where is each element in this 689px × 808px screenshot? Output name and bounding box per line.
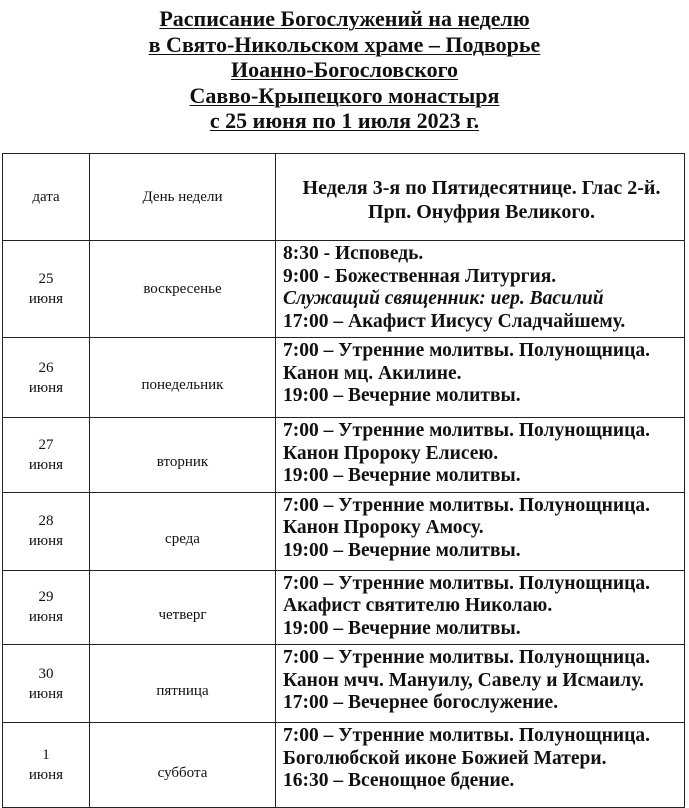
event-line: Служащий священник: иер. Василий [283,288,604,309]
date-month: июня [28,685,64,702]
events-cell [276,338,685,418]
event-line: 17:00 – Акафист Иисусу Сладчайшему. [283,310,626,332]
date-day: 26 [38,359,54,376]
header-date: дата [3,154,90,241]
events-cell [276,723,685,808]
event-line: 7:00 – Утренние молитвы. Полунощница. [283,647,651,668]
event-line: Канон Пророку Амосу. [283,517,484,538]
header-event-line: Неделя 3-я по Пятидесятнице. Глас 2-й. [302,177,661,199]
date-cell [3,645,90,723]
date-month: июня [28,533,64,549]
date-month: июня [28,456,64,473]
schedule-table [2,153,685,808]
event-line: Боголюбской иконе Божией Матери. [283,747,607,769]
title-line: с 25 июня по 1 июля 2023 г. [209,108,480,133]
date-cell [3,338,90,418]
event-line: 7:00 – Утренние молитвы. Полунощница. [283,420,651,441]
title-line: в Свято-Никольском храме – Подворье [148,31,541,57]
date-cell [3,241,90,338]
weekday-cell: суббота [90,723,276,808]
header-row [3,154,685,241]
date-day: 25 [38,271,54,287]
table-row [3,723,685,808]
table-row [3,241,685,338]
event-line: 7:00 – Утренние молитвы. Полунощница. [283,572,651,594]
event-line: 19:00 – Вечерние молитвы. [283,617,521,639]
weekday-cell: воскресенье [90,241,276,338]
event-line: 7:00 – Утренние молитвы. Полунощница. [283,340,651,361]
event-line: Канон Пророку Елисею. [283,442,499,464]
event-line: 19:00 – Вечерние молитвы. [283,465,521,486]
event-line: 19:00 – Вечерние молитвы. [283,539,521,561]
document-title [0,6,689,134]
event-line: 7:00 – Утренние молитвы. Полунощница. [283,725,651,746]
event-line: 19:00 – Вечерние молитвы. [283,385,521,406]
table-row [3,492,685,570]
date-month: июня [28,379,64,396]
event-line: Канон мчч. Мануилу, Савелу и Исмаилу. [283,669,644,691]
weekday-cell: понедельник [90,338,276,418]
weekday-cell: четверг [90,570,276,645]
event-line: Акафист святителю Николаю. [283,595,553,616]
date-cell [3,570,90,645]
date-day: 29 [38,589,54,606]
date-cell [3,723,90,808]
event-line: Канон мц. Акилине. [283,362,462,384]
event-line: 9:00 - Божественная Литургия. [283,265,557,287]
date-cell [3,492,90,570]
date-day: 30 [38,665,54,682]
date-month: июня [28,767,64,783]
event-line: 7:00 – Утренние молитвы. Полунощница. [283,494,651,516]
table-row [3,570,685,645]
header-event-line: Прп. Онуфрия Великого. [368,201,595,223]
events-cell [276,418,685,493]
date-cell [3,418,90,493]
date-month: июня [28,609,64,626]
table-row [3,418,685,493]
date-day: 1 [42,747,50,763]
event-line: 17:00 – Вечернее богослужение. [283,692,559,713]
title-line: Иоанно-Богословского [230,57,459,82]
date-day: 28 [38,513,54,529]
weekday-cell: пятница [90,645,276,723]
title-line: Савво-Крыпецкого монастыря [189,82,500,108]
header-event [276,154,685,241]
header-weekday: День недели [90,154,276,241]
table-row [3,338,685,418]
title-line: Расписание Богослужений на неделю [159,6,530,31]
date-day: 27 [38,436,54,453]
event-line: 16:30 – Всенощное бдение. [283,770,515,791]
event-line: 8:30 - Исповедь. [283,243,424,264]
weekday-cell: вторник [90,418,276,493]
events-cell [276,645,685,723]
date-month: июня [28,291,64,307]
weekday-cell: среда [90,492,276,570]
events-cell [276,570,685,645]
events-cell [276,241,685,338]
events-cell [276,492,685,570]
table-row [3,645,685,723]
